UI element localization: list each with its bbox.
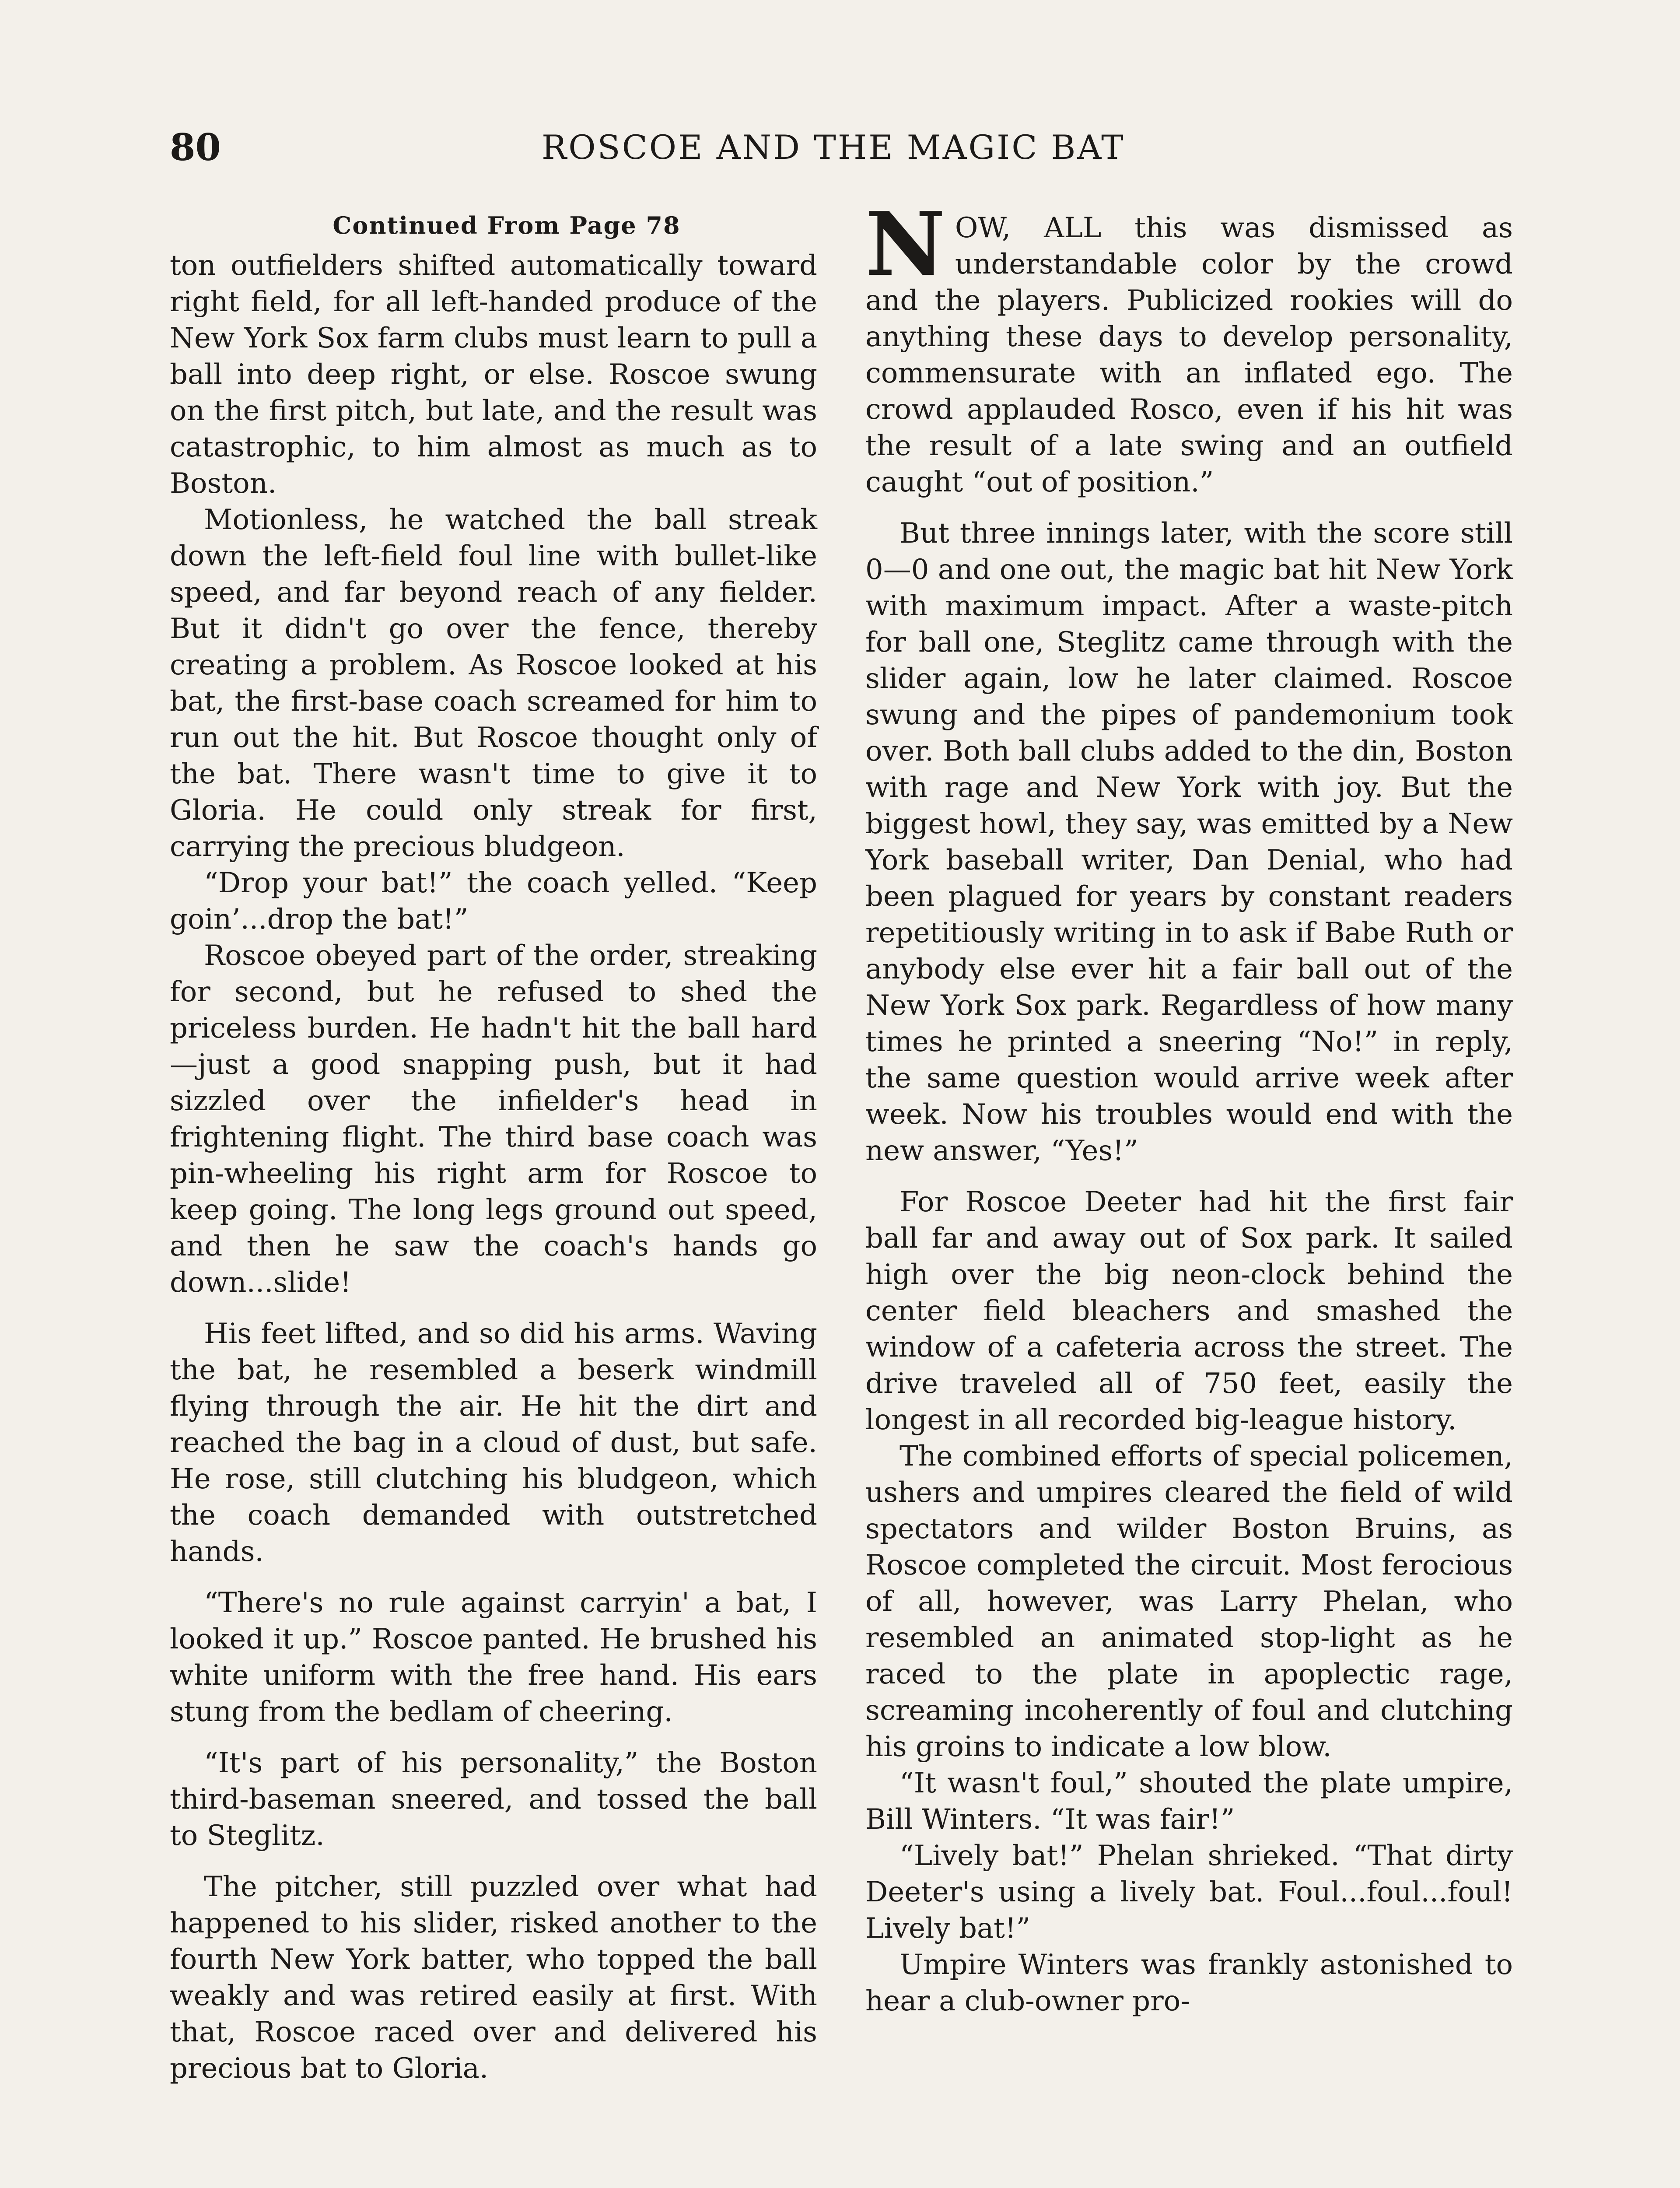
drop-cap: N (865, 193, 945, 296)
paragraph: For Roscoe Deeter had hit the first fair ball far and away out of Sox park. It sailed high over the big neon-clock behind the center field bleachers and smashed the window of a cafeteria across the street. The drive traveled all of 750 feet, easily the longest in all recorded big-league history. (865, 1186, 1513, 1436)
right-column (865, 193, 1513, 2020)
paragraph: The pitcher, still puzzled over what had happened to his slider, risked another to the fourth New York batter, who topped the ball weakly and was retired easily at first. With that, Roscoe raced over and delivered his precious bat to Gloria. (170, 1871, 817, 2085)
running-head: ROSCOE AND THE MAGIC BAT (542, 128, 1125, 167)
paragraph: But three innings later, with the score still 0—0 and one out, the magic bat hit New York with maximum impact. After a waste-pitch for ball one, Steglitz came through with the slider again, low he later claimed. Roscoe swung and the pipes of pandemonium took over. Both ball clubs added to the din, Boston with rage and New York with joy. But the biggest howl, they say, was emitted by a New York baseball writer, Dan Denial, who had been plagued for years by constant readers repetitiously writing in to ask if Babe Ruth or anybody else ever hit a fair ball out of the New York Sox park. Regardless of how many times he printed a sneering “No!” in reply, the same question would arrive week after week. Now his troubles would end with the new answer, “Yes!” (865, 517, 1513, 1167)
paragraph: “There's no rule against carryin' a bat, I looked it up.” Roscoe panted. He brushed his white uniform with the free hand. His ears stung from the bedlam of cheering. (170, 1587, 817, 1728)
paragraph: “Lively bat!” Phelan shrieked. “That dirty Deeter's using a lively bat. Foul...foul...foul! Lively bat!” (865, 1840, 1513, 1945)
page-header (170, 123, 1185, 172)
paragraph: OW, ALL this was dismissed as understandable color by the crowd and the players. Publicized rookies will do anything these days to develop personality, commensurate with an inflated ego. The crowd applauded Rosco, even if his hit was the result of a late swing and an outfield caught “out of position.” (865, 212, 1513, 498)
paragraph: Roscoe obeyed part of the order, streaking for second, but he refused to shed the priceless burden. He hadn't hit the ball hard—just a good snapping push, but it had sizzled over the infielder's head in frightening flight. The third base coach was pin-wheeling his right arm for Roscoe to keep going. The long legs ground out speed, and then he saw the coach's hands go down...slide! (170, 940, 817, 1299)
continued-note: Continued From Page 78 (332, 211, 681, 239)
paragraph: “It wasn't foul,” shouted the plate umpire, Bill Winters. “It was fair!” (865, 1767, 1513, 1836)
page-number: 80 (170, 126, 221, 169)
paragraph: Motionless, he watched the ball streak down the left-field foul line with bullet-like speed, and far beyond reach of any fielder. But it didn't go over the fence, thereby creating a problem. As Roscoe looked at his bat, the first-base coach screamed for him to run out the hit. But Roscoe thought only of the bat. There wasn't time to give it to Gloria. He could only streak for first, carrying the precious bludgeon. (170, 504, 817, 863)
left-column (170, 206, 817, 2087)
paragraph: ton outfielders shifted automatically toward right field, for all left-handed produce of the New York Sox farm clubs must learn to pull a ball into deep right, or else. Roscoe swung on the first pitch, but late, and the result was catastrophic, to him almost as much as to Boston. (170, 249, 817, 500)
paragraph: His feet lifted, and so did his arms. Waving the bat, he resembled a beserk windmill flying through the air. He hit the dirt and reached the bag in a cloud of dust, but safe. He rose, still clutching his bludgeon, which the coach demanded with outstretched hands. (170, 1318, 817, 1568)
paragraph: Umpire Winters was frankly astonished to hear a club-owner pro- (865, 1949, 1513, 2017)
paragraph: “It's part of his personality,” the Boston third-baseman sneered, and tossed the ball to Steglitz. (170, 1747, 817, 1852)
paragraph: The combined efforts of special policemen, ushers and umpires cleared the field of wild spectators and wilder Boston Bruins, as Roscoe completed the circuit. Most ferocious of all, however, was Larry Phelan, who resembled an animated stop-light as he raced to the plate in apoplectic rage, screaming incoherently of foul and clutching his groins to indicate a low blow. (865, 1440, 1513, 1763)
opening-paragraph (865, 193, 1513, 501)
paragraph: “Drop your bat!” the coach yelled. “Keep goin’...drop the bat!” (170, 867, 817, 936)
